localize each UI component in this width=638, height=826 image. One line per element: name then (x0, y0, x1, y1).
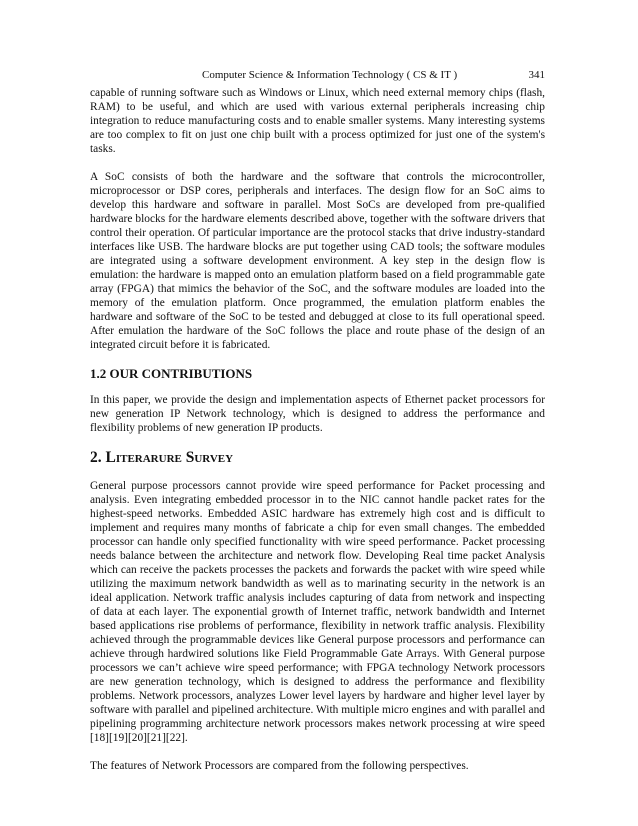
section-title: Literarure Survey (105, 449, 234, 466)
section-heading-contributions: 1.2 OUR CONTRIBUTIONS (90, 366, 253, 381)
running-header (90, 67, 545, 83)
header-title: Computer Science & Information Technology ( CS & IT ) (202, 69, 458, 81)
main-content (90, 86, 545, 787)
paragraph-contributions: In this paper, we provide the design and implementation aspects of Ethernet packet processors for new generation IP Network technology, which is designed to address the performance and flexibility problems of new generation IP products. (90, 394, 545, 434)
paragraph-features: The features of Network Processors are compared from the following perspectives. (90, 760, 469, 772)
section-number: 2. (90, 449, 106, 466)
section-heading-survey (90, 449, 545, 467)
paragraph-soc-design: A SoC consists of both the hardware and the software that controls the microcontroller, microprocessor or DSP cores, peripherals and interfaces. The design flow for an SoC aims to develop this hardware and software in parallel. Most SoCs are developed from pre-qualified hardware blocks for the hardware elements described above, together with the software drivers that control their operation. Of particular importance are the protocol stacks that drive industry-standard interfaces like USB. The hardware blocks are put together using CAD tools; the software modules are integrated using a software development environment. A key step in the design flow is emulation: the hardware is mapped onto an emulation platform based on a field programmable gate array (FPGA) that mimics the behavior of the SoC, and the software modules are loaded into the memory of the emulation platform. Once programmed, the emulation platform enables the hardware and software of the SoC to be tested and debugged at close to its full operational speed. After emulation the hardware of the SoC follows the place and route phase of the design of an integrated circuit before it is fabricated. (90, 171, 545, 351)
paragraph-soc-intro: capable of running software such as Windows or Linux, which need external memory chips (flash, RAM) to be useful, and which are used with various external peripherals increasing chip integration to reduce manufacturing costs and to enable smaller systems. Many interesting systems are too complex to fit on just one chip built with a process optimized for just one of the system's tasks. (90, 87, 545, 155)
paragraph-survey: General purpose processors cannot provide wire speed performance for Packet processing and analysis. Even integrating embedded processor in to the NIC cannot handle packet rates for the highest-speed networks. Embedded ASIC hardware has extremely high cost and is difficult to implement and requires many months of fabricate a chip for even small changes. The embedded processor can handle only specified functionality with wire speed performance. Packet processing needs balance between the architecture and network flow. Developing Real time packet Analysis which can receive the packets processes the packets and forwards the packet with wire speed while utilizing the maximum network bandwidth as well as to marinating security in the network is an ideal application. Network traffic analysis includes capturing of data from network and inspecting of data at each layer. The exponential growth of Internet traffic, network bandwidth and Internet based applications rise problems of performance, flexibility in network traffic analysis. Flexibility achieved through the programmable devices like General purpose processors and performance can achieve through hardwired solutions like Field Programmable Gate Arrays. With General purpose processors we can’t achieve wire speed performance; with FPGA technology Network processors are new generation technology, which is designed to address the performance and flexibility problems. Network processors, analyzes Lower level layers by hardware and higher level layer by software with parallel and pipelined architecture. With multiple micro engines and with parallel and pipelining programming architecture network processors makes network processing at wire speed [18][19][20][21][22]. (90, 480, 545, 744)
page-number: 341 (528, 69, 545, 81)
